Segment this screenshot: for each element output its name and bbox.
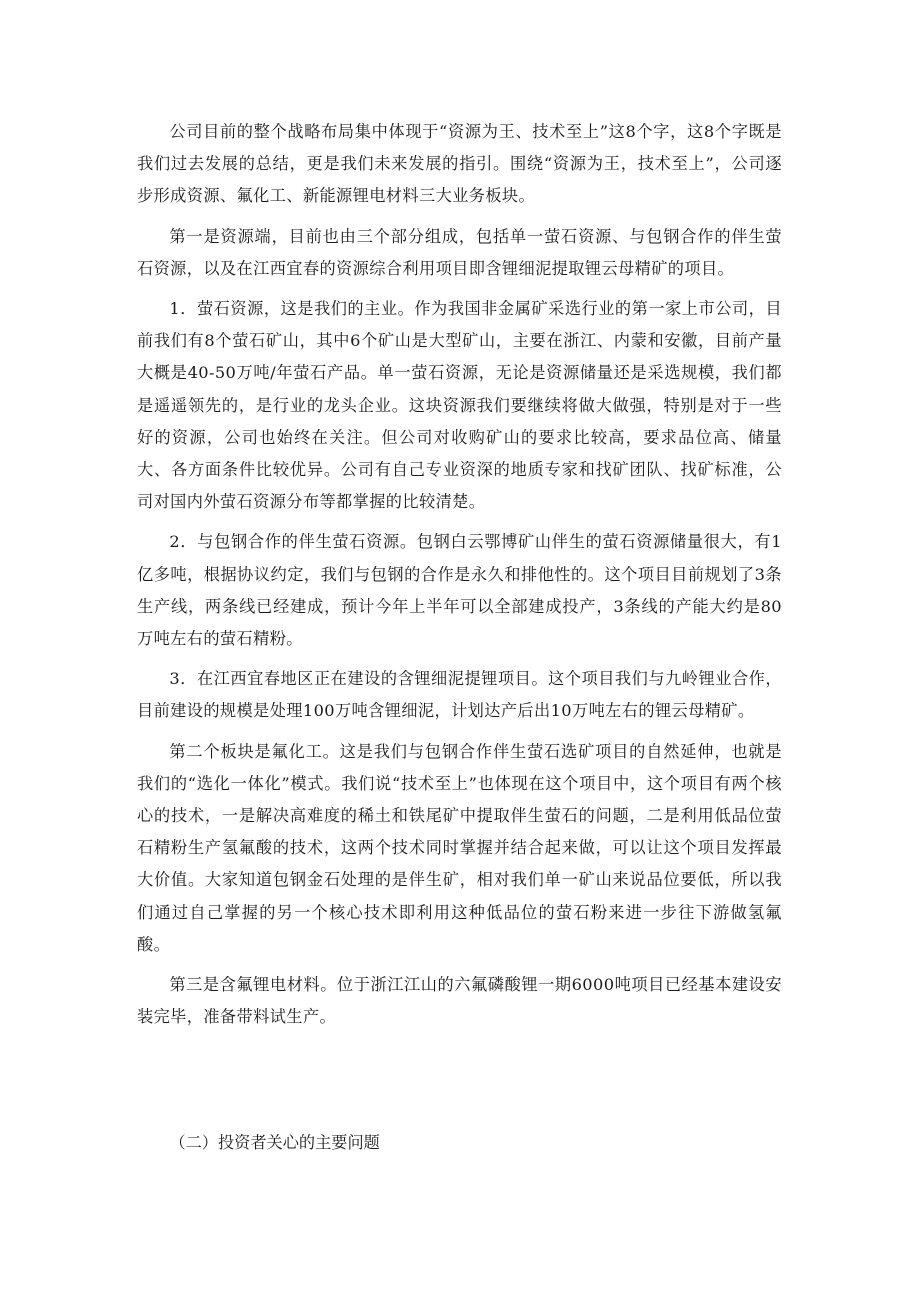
paragraph-lithium-materials: 第三是含氟锂电材料。位于浙江江山的六氟磷酸锂一期6000吨项目已经基本建设安装完毕，准备带料试生产。 — [137, 975, 782, 1027]
paragraph-fluorite-resource: 1．萤石资源，这是我们的主业。作为我国非金属矿采选行业的第一家上市公司，目前我们有8个萤石矿山，其中6个矿山是大型矿山，主要在浙江、内蒙和安徽，目前产量大概是40-50万吨/年萤石产品。单一萤石资源，无论是资源储量还是采选规模，我们都是遥遥领先的，是行业的龙头企业。这块资源我们要继续将做大做强，特别是对于一些好的资源，公司也始终在关注。但公司对收购矿山的要求比较高，要求品位高、储量大、各方面条件比较优异。公司有自己专业资深的地质专家和找矿团队、找矿标准，公司对国内外萤石资源分布等都掌握的比较清楚。 — [137, 299, 782, 512]
paragraph-baogang-fluorite: 2．与包钢合作的伴生萤石资源。包钢白云鄂博矿山伴生的萤石资源储量很大，有1亿多吨，根据协议约定，我们与包钢的合作是永久和排他性的。这个项目目前规划了3条生产线，两条线已经建成，预计今年上半年可以全部建成投产，3条线的产能大约是80万吨左右的萤石精粉。 — [137, 532, 782, 649]
section-heading: （二）投资者关心的主要问题 — [169, 1133, 380, 1152]
document-body — [137, 116, 782, 1041]
paragraph-yichun-lithium: 3．在江西宜春地区正在建设的含锂细泥提锂项目。这个项目我们与九岭锂业合作，目前建设的规模是处理100万吨含锂细泥，计划达产后出10万吨左右的锂云母精矿。 — [137, 669, 782, 721]
paragraph-strategy: 公司目前的整个战略布局集中体现于“资源为王、技术至上”这8个字，这8个字既是我们过去发展的总结，更是我们未来发展的指引。围绕“资源为王，技术至上”，公司逐步形成资源、氟化工、新能源锂电材料三大业务板块。 — [137, 122, 782, 206]
paragraph-resource-overview: 第一是资源端，目前也由三个部分组成，包括单一萤石资源、与包钢合作的伴生萤石资源，以及在江西宜春的资源综合利用项目即含锂细泥提取锂云母精矿的项目。 — [137, 226, 782, 278]
paragraph-fluorochemical: 第二个板块是氟化工。这是我们与包钢合作伴生萤石选矿项目的自然延伸，也就是我们的“选化一体化”模式。我们说“技术至上”也体现在这个项目中，这个项目有两个核心的技术，一是解决高难度的稀土和铁尾矿中提取伴生萤石的问题，二是利用低品位萤石精粉生产氢氟酸的技术，这两个技术同时掌握并结合起来做，可以让这个项目发挥最大价值。大家知道包钢金石处理的是伴生矿，相对我们单一矿山来说品位要低，所以我们通过自己掌握的另一个核心技术即利用这种低品位的萤石粉来进一步往下游做氢氟酸。 — [137, 741, 782, 954]
